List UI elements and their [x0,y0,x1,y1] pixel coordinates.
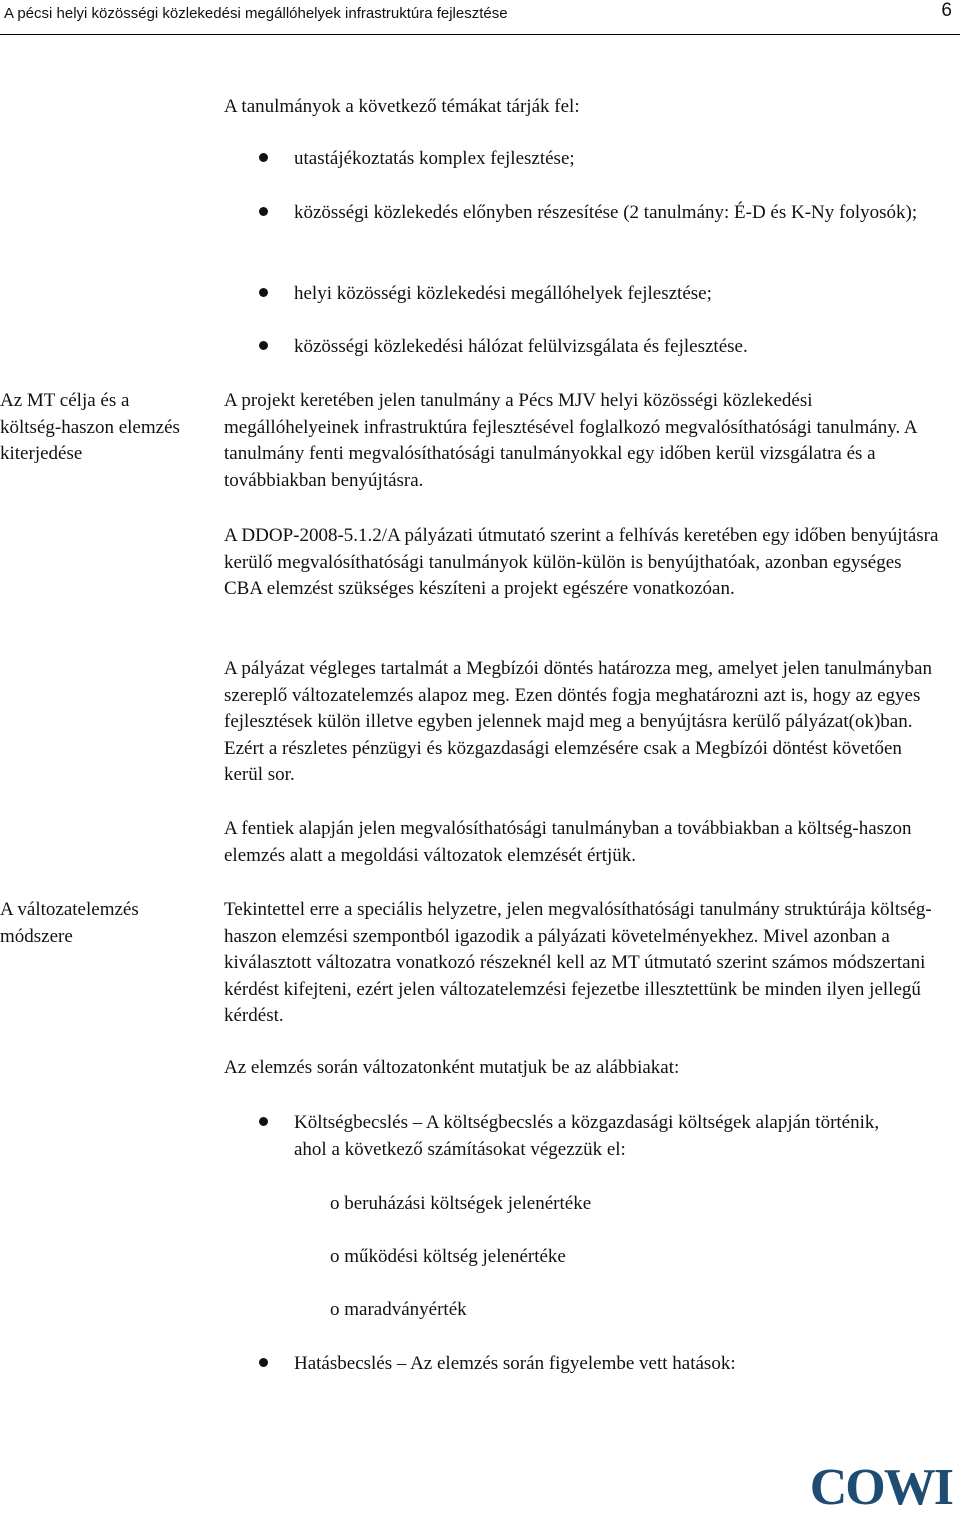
paragraph: A pályázat végleges tartalmát a Megbízói döntés határozza meg, amelyet jelen tanulmányban szereplő változatelemzés alapoz meg. Ezen döntés fogja meghatározni azt is, hogy az egyes fejlesztések külön illetve egyben jelennek majd meg a benyújtásra kerülő pályázat(ok)ban. Ezért a részletes pénzügyi és közgazdasági elemzésére csak a Megbízói döntést követően kerül sor. [224,658,932,785]
cost-subitem: o működési költség jelenértéke [330,1246,566,1267]
topic-item: közösségi közlekedési hálózat felülvizsgálata és fejlesztése. [294,336,748,357]
page-header [0,0,960,35]
side-note-method: A változatelemzés módszere [0,899,139,947]
bullet-icon [259,341,268,350]
bullet-icon [259,207,268,216]
paragraph: A projekt keretében jelen tanulmány a Pécs MJV helyi közösségi közlekedési megállóhelyeinek infrastruktúra fejlesztésével foglalkozó megvalósíthatósági tanulmány. A tanulmány fenti megvalósíthatósági tanulmányokkal egy időben kerül vizsgálatra és a továbbiakban benyújtásra. [224,390,917,491]
analysis-item: Hatásbecslés – Az elemzés során figyelembe vett hatások: [294,1353,736,1374]
bullet-icon [259,153,268,162]
paragraph: Az elemzés során változatonként mutatjuk be az alábbiakat: [224,1057,680,1078]
bullet-icon [259,1117,268,1126]
bullet-icon [259,1358,268,1367]
paragraph: Tekintettel erre a speciális helyzetre, jelen megvalósíthatósági tanulmány struktúrája költség-haszon elemzési szempontból igazodik a pályázati követelményekhez. Mivel azonban a kiválasztott változatra vonatkozó részeknél kell az MT útmutató szerint számos módszertani kérdést kifejteni, ezért jelen változatelemzési fejezetbe illesztettünk be minden ilyen jellegű kérdést. [224,899,932,1026]
cowi-logo: COWI [809,1459,952,1516]
header-title: A pécsi helyi közösségi közlekedési megállóhelyek infrastruktúra fejlesztése [4,5,508,22]
cost-subitem: o beruházási költségek jelenértéke [330,1193,592,1214]
topic-item: közösségi közlekedés előnyben részesítése (2 tanulmány: É-D és K-Ny folyosók); [294,202,918,223]
intro-text: A tanulmányok a következő témákat tárják fel: [224,96,580,117]
analysis-item: Költségbecslés – A költségbecslés a közgazdasági költségek alapján történik, ahol a következő számításokat végezzük el: [294,1112,880,1160]
paragraph: A fentiek alapján jelen megvalósíthatósági tanulmányban a továbbiakban a költség-haszon elemzés alatt a megoldási változatok elemzését értjük. [224,818,912,866]
cost-subitem: o maradványérték [330,1299,467,1320]
paragraph: A DDOP-2008-5.1.2/A pályázati útmutató szerint a felhívás keretében egy időben benyújtásra kerülő megvalósíthatósági tanulmányok külön-külön is benyújthatóak, azonban egységes CBA elemzést szükséges készíteni a projekt egészére vonatkozóan. [224,525,939,599]
side-note-scope: Az MT célja és a költség-haszon elemzés kiterjedése [0,390,180,464]
topic-item: helyi közösségi közlekedési megállóhelyek fejlesztése; [294,283,712,304]
topic-item: utastájékoztatás komplex fejlesztése; [294,148,575,169]
page-number: 6 [941,0,952,21]
bullet-icon [259,288,268,297]
